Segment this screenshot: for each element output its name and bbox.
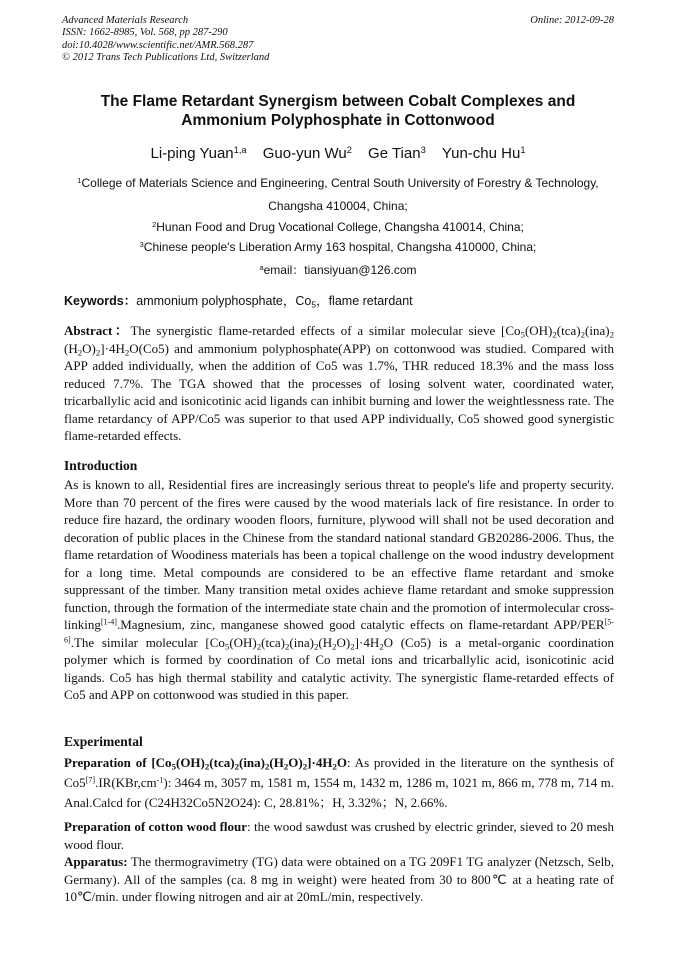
paper-title — [62, 92, 614, 130]
affiliation-2: $^2$Hunan Food and Drug Vocational College, Changsha 410014, China; — [152, 219, 524, 234]
title-line-1: The Flame Retardant Synergism between Cobalt Complexes and — [100, 93, 576, 110]
doi-line: doi:10.4028/www.scientific.net/AMR.568.287 — [62, 39, 254, 51]
affiliation-1: $^1$College of Materials Science and Engineering, Central South University of Forestry & Technology, — [77, 175, 599, 190]
introduction-text: As is known to all, Residential fires are increasingly serious threat to people's life and property security. More than 70 percent of the fires were caused by the wood materials lack of fire resistance. In order to reduce fire hazard, the ordinary wooden floors, furniture, plywood will shall not be used decoration and decoration of public places in the Chinese from the standard national standard GB20286-2006. Thus, the flame retardation of Woodiness materials has been a topical challenge on the wood industry development for a long time. Metal compounds are considered to be an effective flame retardant and smoke suppressant of the timber. Many transition metal oxides achieve flame retardant and smoke suppression function, through the formation of the intermediate state chain and the promotion of intermolecular cross-linking[1-4].Magnesium, zinc, manganese showed good catalytic effects on flame-retardant APP/PER[5-6].The similar molecular $[Co_5(OH)_2(tca)_2(ina)_2(H_2O)_2]\cdot 4H_2O$ (Co5) is a metal-organic coordination polymer which is formed by coordination of Co metal ions and tricarballylic acid, isonicotinic acid ligands. Co5 has high thermal stability and catalytic activity. The synergistic flame-retarded effects of Co5 and APP on cottonwood was studied in this paper. — [64, 477, 614, 702]
affiliation-1-city: Changsha 410004, China; — [268, 199, 408, 213]
introduction-heading: Introduction — [64, 458, 138, 473]
author: Yun-chu Hu$^1$ — [441, 144, 526, 162]
preparation-wood-flour: Preparation of cotton wood flour: the wood sawdust was crushed by electric grinder, sieved to 20 mesh wood flour. — [64, 819, 614, 852]
email-line: $^a$email：tiansiyuan@126.com — [259, 262, 417, 277]
abstract-label: Abstract： — [64, 323, 131, 338]
journal-name: Advanced Materials Research — [62, 15, 189, 26]
title-line-2: Ammonium Polyphosphate in Cottonwood — [181, 112, 495, 129]
online-date: Online: 2012-09-28 — [530, 15, 614, 26]
keywords-label: Keywords： — [64, 294, 137, 308]
author: Ge Tian$^3$ — [368, 144, 426, 162]
issn-line: ISSN: 1662-8985, Vol. 568, pp 287-290 — [62, 27, 228, 39]
author: Li-ping Yuan$^{1,a}$ — [150, 144, 247, 162]
journal-header — [62, 15, 269, 65]
author-list — [62, 145, 614, 162]
preparation-co5-label: Preparation of $[Co_5(OH)_2(tca)_2(ina)_2(H_2O)_2]\cdot 4H_2O$ — [64, 755, 347, 772]
preparation-co5: Preparation of $[Co_5(OH)_2(tca)_2(ina)_2(H_2O)_2]\cdot 4H_2O$: As provided in the literature on the synthesis of $Co5[7].IR(KBr,cm^{-1})$: 3464 m, 3057 m, 1581 m, 1554 m, 1432 m, 1286 m, 1021 m, 866 m, 778 m, 714 m. Anal.Calcd for (C24H32Co5N2O24): C, 28.81%；H, 3.32%；N, 2.66%. — [64, 755, 614, 810]
affiliation-3: $^3$Chinese people's Liberation Army 163 hospital, Changsha 410000, China; — [139, 239, 537, 254]
copyright-line: © 2012 Trans Tech Publications Ltd, Switzerland — [62, 52, 270, 64]
author: Guo-yun Wu$^2$ — [262, 144, 352, 162]
wood-flour-label: Preparation of cotton wood flour — [64, 819, 248, 834]
keywords: Keywords：ammonium polyphosphate，$Co_5$，flame retardant — [64, 294, 413, 310]
apparatus-label: Apparatus: — [64, 854, 128, 869]
apparatus: Apparatus: The thermogravimetry (TG) data were obtained on a TG 209F1 TG analyzer (Netzsch, Selb, Germany). All of the samples (ca. 8 mg in weight) were heated from 30 to 800℃ at a heating rate of 10℃/min. under flowing nitrogen and air at 20mL/min, respectively. — [64, 854, 614, 904]
experimental-heading: Experimental — [64, 734, 143, 749]
abstract: Abstract：The synergistic flame-retarded effects of a similar molecular sieve [$Co_5(OH)_2(tca)_2(ina)_2$ $(H_2O)_2]\cdot 4H_2O(Co5)$ and ammonium polyphosphate(APP) on cottonwood was studied. Compared with APP added individually, when the addition of Co5 was 1.7%, THR reduced 18.3% and the mass loss reduced 7.7%. The TGA showed that the processes of losing solvent water, coordinated water, tricarballylic acid and isonicotinic acid ligands can inhibit burning and lower the weightlessness rate. The flame retardancy of APP/Co5 was superior to that used APP individually, Co5 showed good synergistic flame-retarded effects. — [64, 323, 614, 443]
